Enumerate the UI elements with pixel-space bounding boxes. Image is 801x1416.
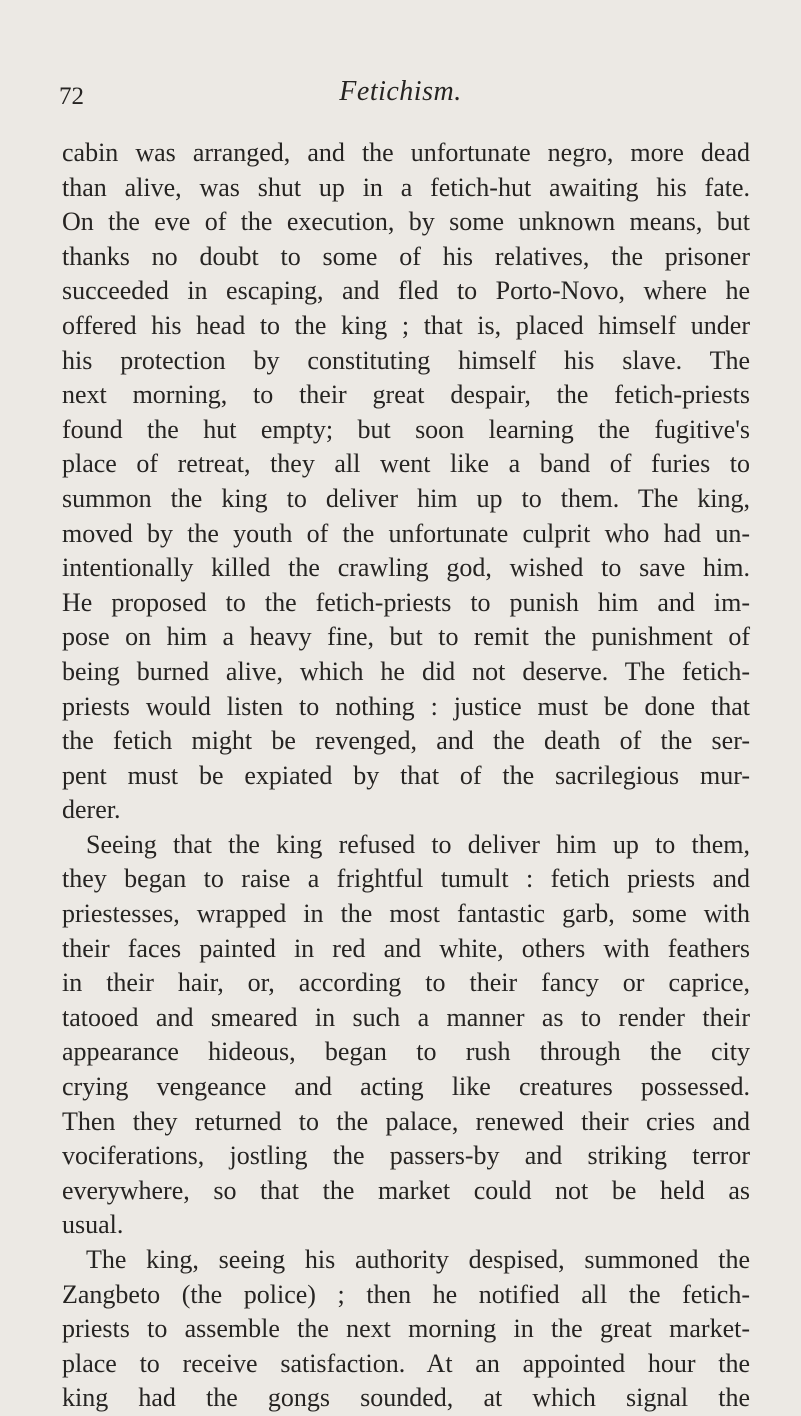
paragraph-start-line: Seeing that the king refused to deliver him up to them, — [86, 829, 750, 859]
text-line: moved by the youth of the unfortunate culprit who had un- — [62, 518, 750, 548]
text-line: He proposed to the fetich-priests to punish him and im- — [62, 587, 750, 617]
text-line: pose on him a heavy fine, but to remit the punishment of — [62, 622, 750, 652]
text-line: appearance hideous, began to rush through the city — [62, 1037, 750, 1067]
text-line: found the hut empty; but soon learning the fugitive's — [62, 414, 750, 444]
paragraph-end-line: usual. — [62, 1210, 124, 1240]
text-line: intentionally killed the crawling god, wished to save him. — [62, 553, 750, 583]
text-line: in their hair, or, according to their fancy or caprice, — [62, 968, 750, 998]
text-line: their faces painted in red and white, others with feathers — [62, 933, 750, 963]
text-line: offered his head to the king ; that is, placed himself under — [62, 310, 750, 340]
text-line: priests to assemble the next morning in the great market- — [62, 1314, 750, 1344]
text-line: On the eve of the execution, by some unknown means, but — [62, 207, 750, 237]
text-line: place to receive satisfaction. At an appointed hour the — [62, 1348, 750, 1378]
body-text — [62, 136, 750, 1416]
text-line: crying vengeance and acting like creatures possessed. — [62, 1072, 750, 1102]
text-line: summon the king to deliver him up to them. The king, — [62, 483, 750, 513]
text-line: thanks no doubt to some of his relatives, the prisoner — [62, 241, 750, 271]
text-line: his protection by constituting himself his slave. The — [62, 345, 750, 375]
text-line: than alive, was shut up in a fetich-hut awaiting his fate. — [62, 172, 750, 202]
text-line: priestesses, wrapped in the most fantastic garb, some with — [62, 899, 750, 929]
text-line: the fetich might be revenged, and the death of the ser- — [62, 726, 750, 756]
paragraph-start-line: The king, seeing his authority despised, summoned the — [86, 1245, 750, 1274]
text-line: king had the gongs sounded, at which signal the — [62, 1383, 750, 1413]
text-line: priests would listen to nothing : justice must be done that — [62, 691, 750, 721]
text-line: Then they returned to the palace, renewed their cries and — [62, 1106, 750, 1136]
text-line: they began to raise a frightful tumult : fetich priests and — [62, 864, 750, 894]
text-line: everywhere, so that the market could not be held as — [62, 1175, 750, 1205]
text-line: being burned alive, which he did not deserve. The fetich- — [62, 656, 750, 686]
text-line: tatooed and smeared in such a manner as to render their — [62, 1002, 750, 1032]
text-line: vociferations, jostling the passers-by and striking terror — [62, 1141, 750, 1171]
text-line: Zangbeto (the police) ; then he notified all the fetich- — [62, 1279, 750, 1309]
page-number: 72 — [59, 83, 84, 110]
text-line: pent must be expiated by that of the sacrilegious mur- — [62, 760, 750, 790]
text-line: cabin was arranged, and the unfortunate negro, more dead — [62, 138, 750, 167]
paragraph-end-line: derer. — [62, 795, 121, 825]
text-line: place of retreat, they all went like a band of furies to — [62, 449, 750, 479]
text-line: next morning, to their great despair, the fetich-priests — [62, 380, 750, 410]
running-head: Fetichism. — [339, 76, 462, 107]
text-line: succeeded in escaping, and fled to Porto-Novo, where he — [62, 276, 750, 306]
